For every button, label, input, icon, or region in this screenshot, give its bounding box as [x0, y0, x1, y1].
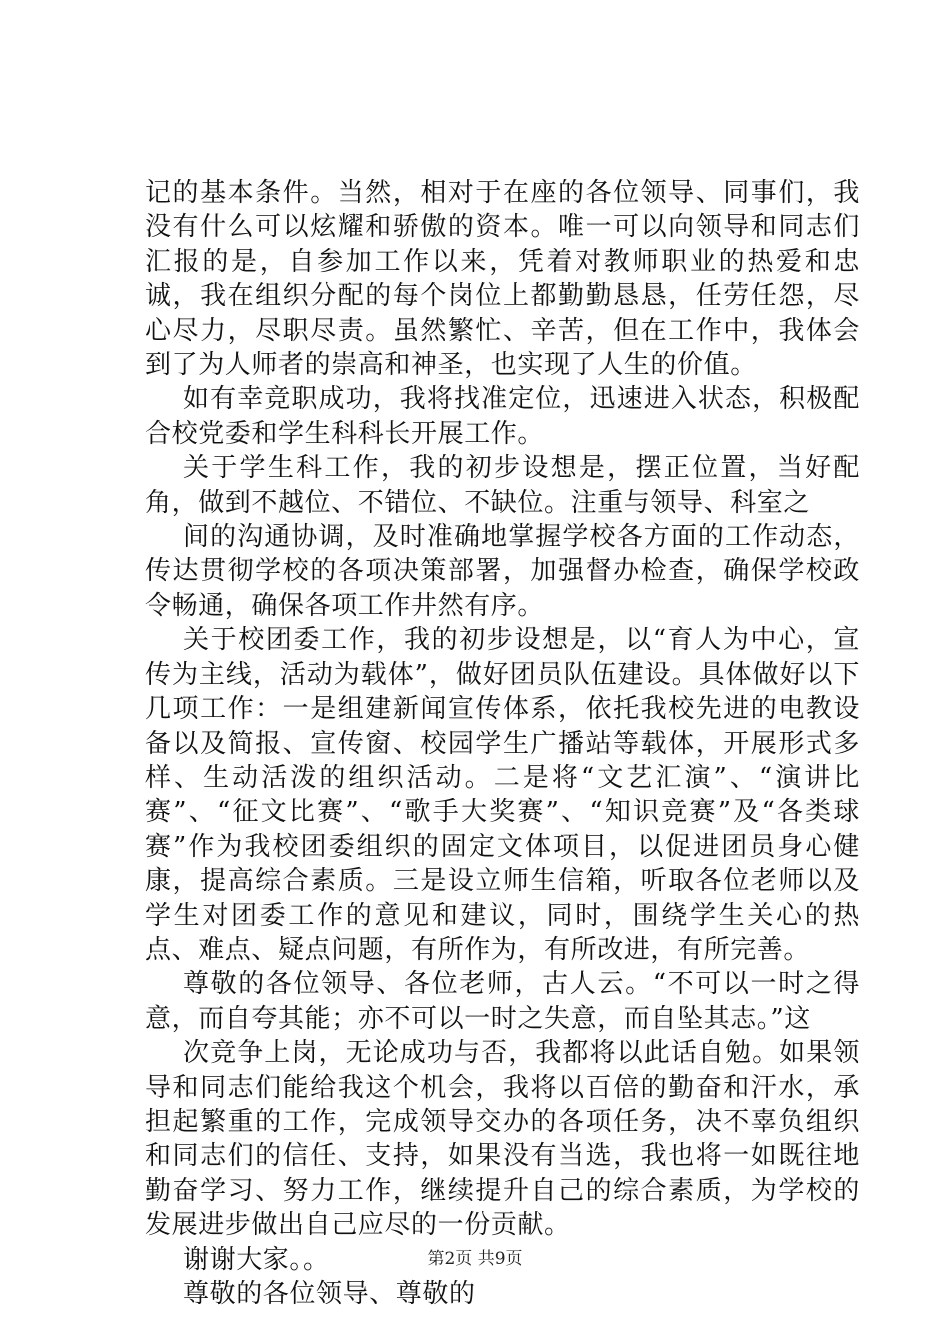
paragraph-9: 尊敬的各位领导、尊敬的	[183, 1279, 476, 1309]
paragraph-8: 谢谢大家。。	[183, 1244, 330, 1275]
document-body	[145, 176, 860, 1311]
paragraph-4: 间的沟通协调，及时准确地掌握学校各方面的工作动态，传达贯彻学校的各项决策部署，加强督办检查，确保学校政令畅通，确保各项工作井然有序。	[145, 522, 860, 621]
paragraph-6: 尊敬的各位领导、各位老师，古人云。“不可以一时之得意，而自夸其能；亦不可以一时之失意，而自坠其志。”这	[145, 969, 860, 1034]
paragraph-3: 关于学生科工作，我的初步设想是，摆正位置，当好配角，做到不越位、不错位、不缺位。注重与领导、科室之	[145, 453, 860, 518]
paragraph-1: 记的基本条件。当然，相对于在座的各位领导、同事们，我没有什么可以炫耀和骄傲的资本。唯一可以向领导和同志们汇报的是，自参加工作以来，凭着对教师职业的热爱和忠诚，我在组织分配的每个岗位上都勤勤恳恳，任劳任怨，尽心尽力，尽职尽责。虽然繁忙、辛苦，但在工作中，我体会到了为人师者的崇高和神圣，也实现了人生的价值。	[145, 178, 860, 381]
paragraph-5: 关于校团委工作，我的初步设想是，以“育人为中心，宣传为主线，活动为载体”，做好团员队伍建设。具体做好以下几项工作：一是组建新闻宣传体系，依托我校先进的电教设备以及简报、宣传窗、校园学生广播站等载体，开展形式多样、生动活泼的组织活动。二是将“文艺汇演”、“演讲比赛”、“征文比赛”、“歌手大奖赛”、“知识竞赛”及“各类球赛”作为我校团委组织的固定文体项目，以促进团员身心健康，提高综合素质。三是设立师生信箱，听取各位老师以及学生对团委工作的意见和建议，同时，围绕学生关心的热点、难点、疑点问题，有所作为，有所改进，有所完善。	[145, 625, 860, 965]
paragraph-7: 次竞争上岗，无论成功与否，我都将以此话自勉。如果领导和同志们能给我这个机会，我将以百倍的勤奋和汗水，承担起繁重的工作，完成领导交办的各项任务，决不辜负组织和同志们的信任、支持，如果没有当选，我也将一如既往地勤奋学习、努力工作，继续提升自己的综合素质，为学校的发展进步做出自己应尽的一份贡献。	[145, 1038, 860, 1241]
paragraph-2: 如有幸竞职成功，我将找准定位，迅速进入状态，积极配合校党委和学生科科长开展工作。	[145, 384, 860, 449]
page-number-footer: 第2页 共9页	[427, 1249, 523, 1269]
